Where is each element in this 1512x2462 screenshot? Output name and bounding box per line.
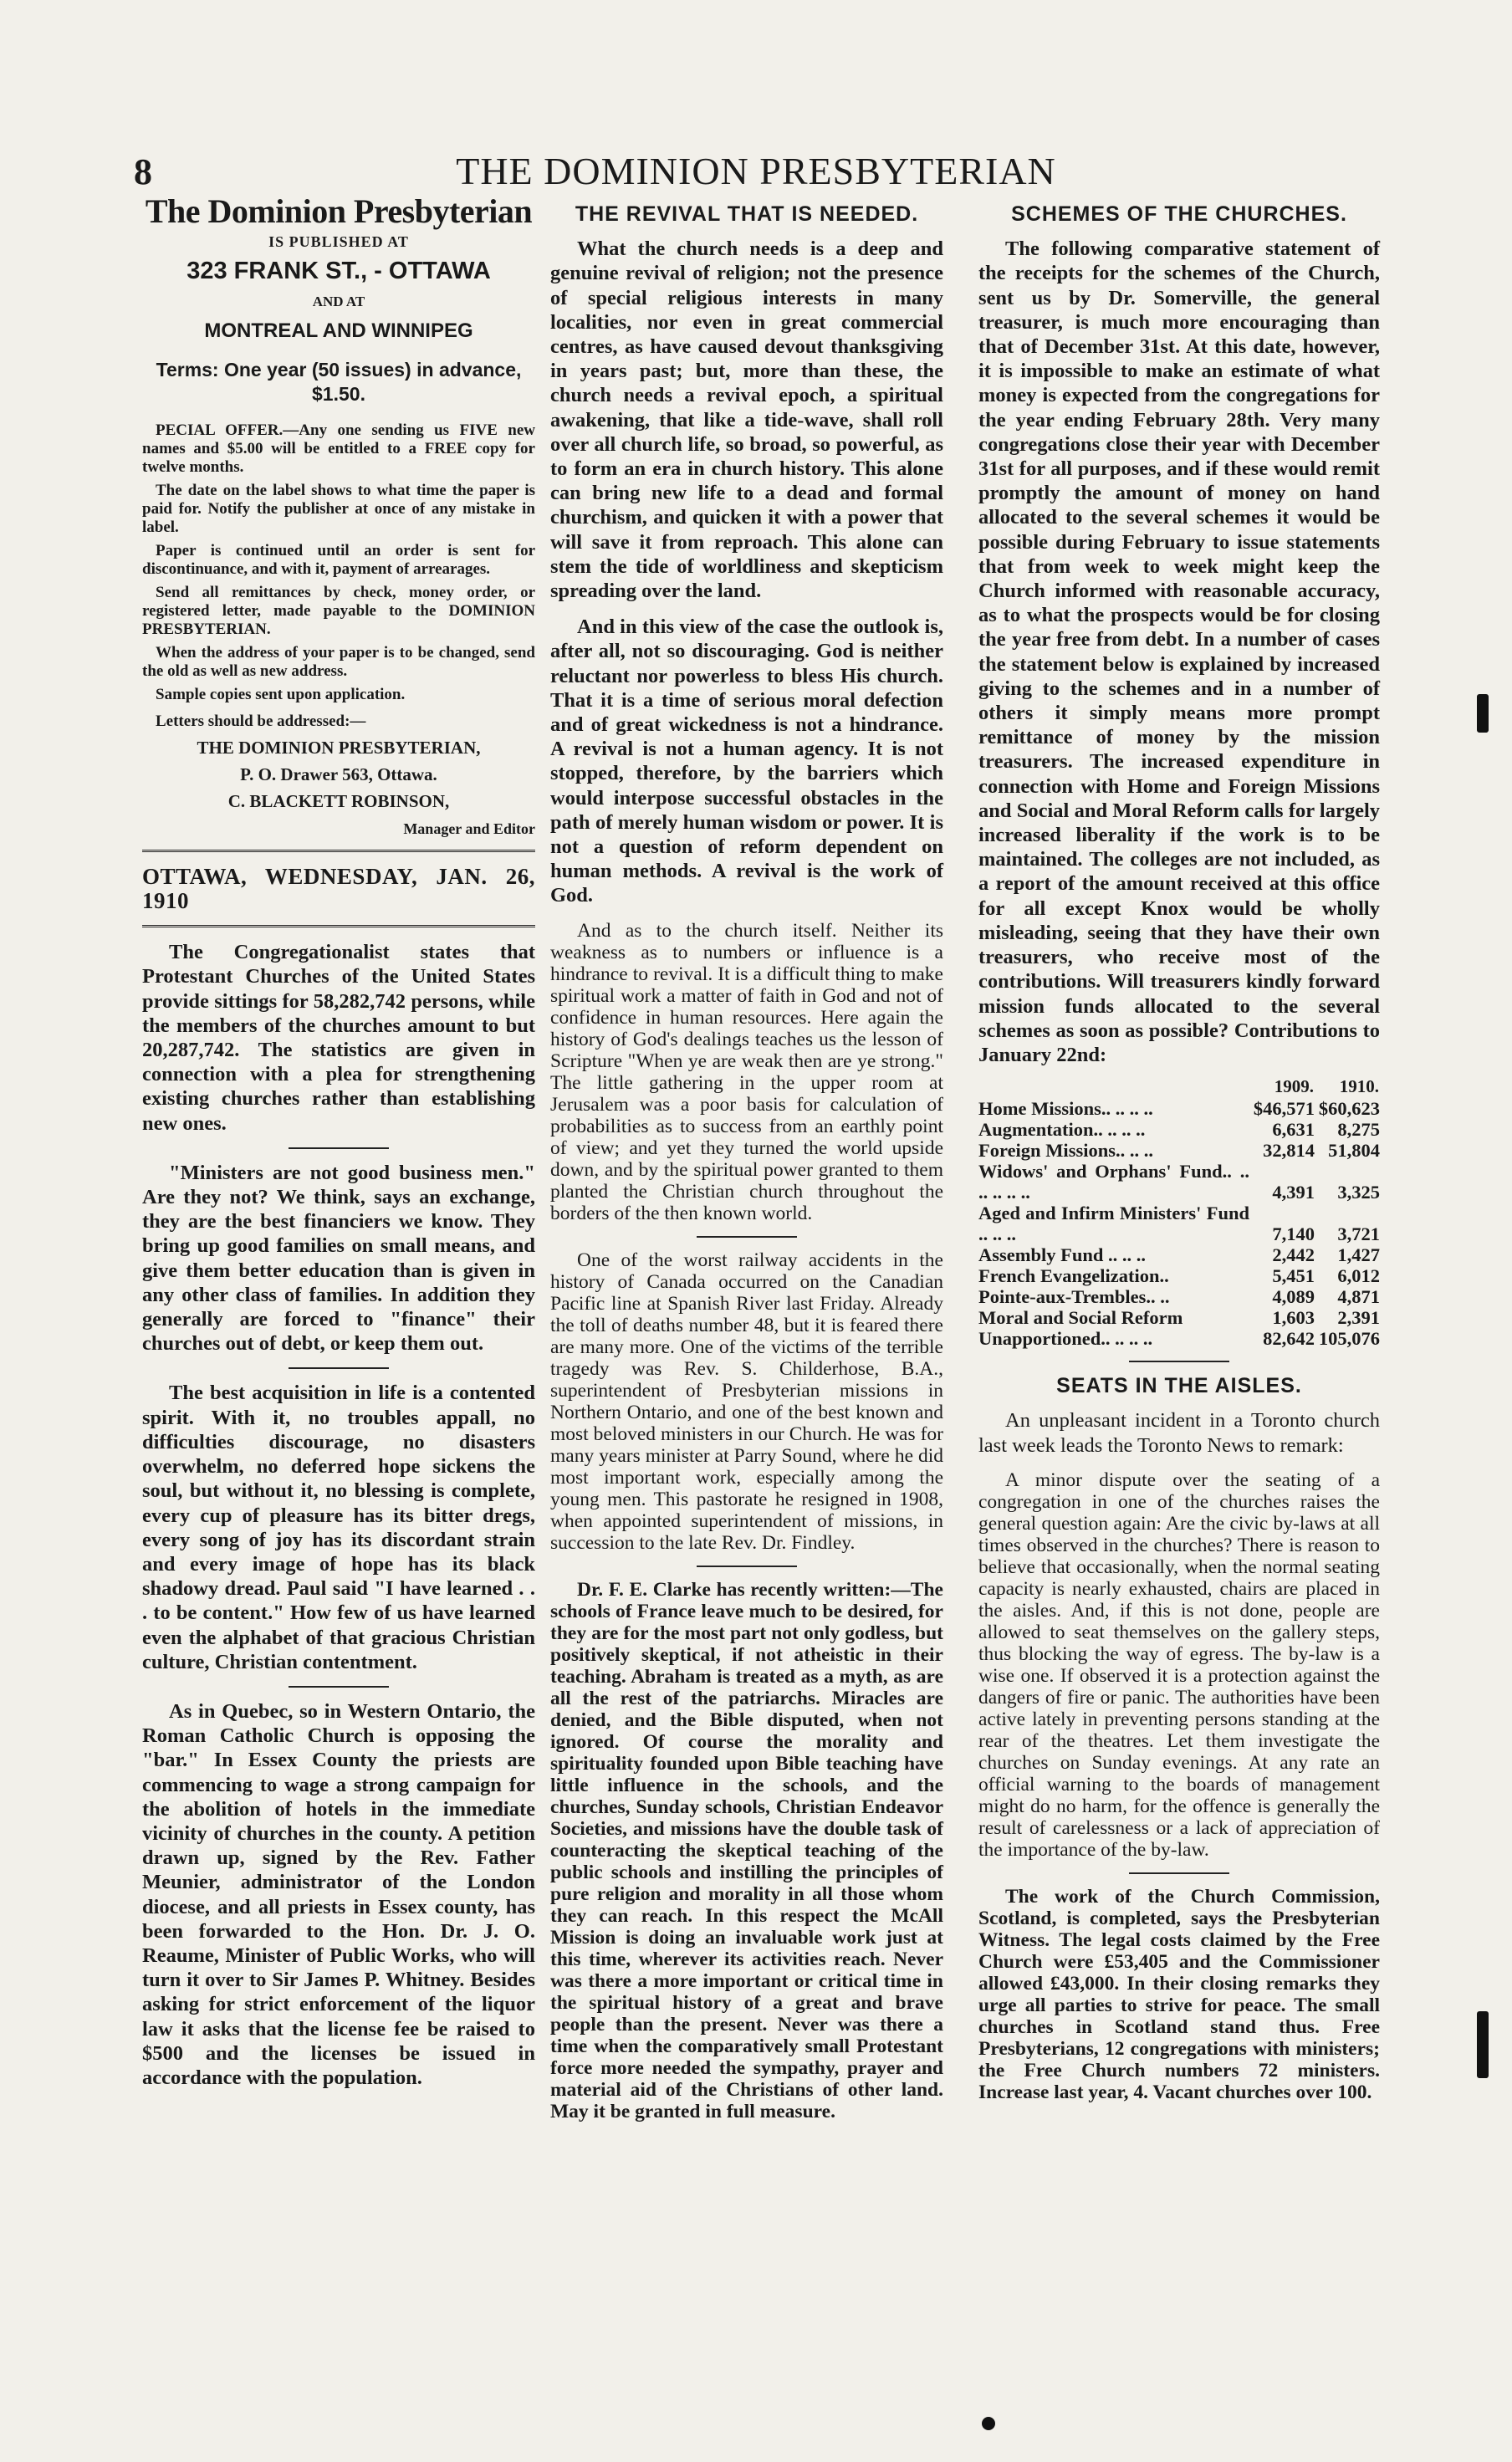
amount-1909: 4,089 — [1272, 1286, 1315, 1308]
article-heading: THE REVIVAL THAT IS NEEDED. — [575, 202, 919, 226]
column-header: 1909. — [1274, 1076, 1314, 1097]
scan-dot — [982, 2417, 995, 2430]
paragraph: An unpleasant incident in a Toronto church last week leads the Toronto News to remark: — [978, 1409, 1380, 1457]
paragraph: Dr. F. E. Clarke has recently written:—The schools of France leave much to be desired, for they are for the most part not only godless, but positively skeptical, if not atheistic in their teaching. Abraham is treated as a myth, as are all the rest of the patriarchs. Miracles are denied, and the Bible disputed, when not ignored. Of course the morality and spirituality founded upon Bible teaching have little influence in the schools, and the churches, Sunday schools, Christian Endeavor Societies, and missions have the double task of counteracting the skeptical teaching of the public schools and instilling the principles of pure religion and morality in all those whom they can reach. In this respect the McAll Mission is doing an invaluable work just at this time, wherever its activities reach. Never was there a more important or critical time in the spiritual history of a great and brave people than the present. Never was there a time when the comparatively small Protestant force more needed the sympathy, prayer and material aid of the Christians of other land. May it be granted in full measure. — [550, 1578, 943, 2122]
amount-1910: 2,391 — [1337, 1307, 1380, 1329]
divider — [1129, 1872, 1229, 1874]
table-row — [978, 1203, 1380, 1244]
fund-name: Foreign Missions.. .. .. — [978, 1140, 1153, 1162]
table-row — [978, 1265, 1380, 1286]
fund-name: Pointe-aux-Trembles.. .. — [978, 1286, 1170, 1308]
office-address: 323 FRANK ST., - OTTAWA — [186, 258, 491, 285]
published-at: IS PUBLISHED AT — [268, 233, 409, 251]
table-row — [978, 1307, 1380, 1328]
divider — [1129, 1361, 1229, 1362]
amount-1909: 4,391 — [1272, 1182, 1315, 1203]
divider — [697, 1236, 797, 1238]
paragraph: The Congregationalist states that Protestant Churches of the United States provide sittings for 58,282,742 persons, while the members of the churches amount to but 20,287,742. The statistics are given in connection with a plea for strengthening existing churches rather than establishing new ones. — [142, 941, 535, 1135]
divider — [142, 925, 535, 930]
amount-1909: 2,442 — [1272, 1244, 1315, 1266]
table-row — [978, 1328, 1380, 1349]
paragraph: The following comparative statement of the receipts for the schemes of the Church, sent us by Dr. Somerville, the general treasurer, is much more encouraging than that of December 31st. At this date, however, it is impossible to make an estimate of what money is expected from the congregations for the year ending February 28th. Very many congregations close their year with December 31st for all purposes, and if these would remit promptly the amount of money on hand allocated to the several schemes it would be possible during February to issue statements that from week to week might keep the Church informed with reasonable accuracy, as to what the prospects would be for closing the year free from debt. In a number of cases the statement below is explained by increased giving to the schemes and in a number of others it simply means more prompt remittance of money by the mission treasurers. The increased expenditure in connection with Home and Foreign Missions and Social and Moral Reform calls for largely increased liberality if the work is to be maintained. The colleges are not included, as a report of the amount received at this office for all except Knox would be wholly misleading, seeing that they have their own treasurers, who receive most of the contributions. Will treasurers kindly forward mission funds allocated to the several schemes as soon as possible? Contributions to January 22nd: — [978, 238, 1380, 1066]
dateline: OTTAWA, WEDNESDAY, JAN. 26, 1910 — [142, 863, 535, 914]
scan-mark — [1477, 2011, 1489, 2078]
subscription-terms: Terms: One year (50 issues) in advance, $1.50. — [156, 359, 522, 406]
paragraph: What the church needs is a deep and genuine revival of religion; not the presence of special religious interests in many localities, nor even in great commercial centres, as have caused devout thanksgiving in years past; but, more than these, the church needs a revival epoch, a spiritual awakening, that like a tide-wave, shall roll over all church life, so broad, so powerful, as to form an era in church history. This alone can bring new life to a dead and formal churchism, and quicken it with a power that will save it from reproach. This alone can stem the tide of worldliness and skepticism spreading over the land. — [550, 238, 943, 603]
blackletter-title: The Dominion Presbyterian — [145, 192, 533, 230]
fund-name: Moral and Social Reform — [978, 1307, 1183, 1329]
column-header: 1910. — [1339, 1076, 1379, 1097]
page-number: 8 — [134, 151, 152, 192]
postal-drawer: P. O. Drawer 563, Ottawa. — [240, 764, 437, 785]
paragraph: As in Quebec, so in Western Ontario, the Roman Catholic Church is opposing the "bar." In Essex County the priests are commencing to wage a strong campaign for the abolition of hotels in the immediate vicinity of churches in the county. A petition drawn up, signed by the Rev. Father Meunier, administrator of the London diocese, and all priests in Essex county, has been forwarded to the Hon. Dr. J. O. Reaume, Minister of Public Works, who will turn it over to Sir James P. Whitney. Besides asking for strict enforcement of the liquor law it asks that the license fee be raised to $500 and the licenses be issued in accordance with the population. — [142, 1699, 535, 2089]
amount-1910: $60,623 — [1318, 1098, 1380, 1120]
amount-1910: 6,012 — [1337, 1265, 1380, 1287]
table-header-row — [978, 1075, 1380, 1098]
fund-name: Unapportioned.. .. .. .. — [978, 1328, 1153, 1350]
paragraph: "Ministers are not good business men." Are they not? We think, says an exchange, they are the best financiers we know. They bring up good families on small means, and give them better education than is given in any other class of families. In addition they generally are forced to "finance" their churches out of debt, or keep them out. — [142, 1161, 535, 1356]
amount-1909: 82,642 — [1263, 1328, 1315, 1350]
notice: Send all remittances by check, money order, or registered letter, made payable to the DOMINION PRESBYTERIAN. — [142, 584, 535, 639]
amount-1909: 6,631 — [1272, 1119, 1315, 1141]
amount-1910: 105,076 — [1318, 1328, 1380, 1350]
amount-1910: 1,427 — [1337, 1244, 1380, 1266]
letters-addressed: Letters should be addressed:— — [156, 713, 366, 731]
amount-1910: 51,804 — [1328, 1140, 1380, 1162]
fund-name: Augmentation.. .. .. .. — [978, 1119, 1146, 1141]
notice: The date on the label shows to what time the paper is paid for. Notify the publisher at once of any mistake in label. — [142, 482, 535, 537]
amount-1909: 1,603 — [1272, 1307, 1315, 1329]
amount-1910: 4,871 — [1337, 1286, 1380, 1308]
amount-1910: 3,325 — [1337, 1182, 1380, 1203]
notice: Sample copies sent upon application. — [156, 686, 406, 704]
article-heading: SCHEMES OF THE CHURCHES. — [1011, 202, 1347, 226]
table-row — [978, 1244, 1380, 1265]
fund-name: French Evangelization.. — [978, 1265, 1169, 1287]
divider — [142, 850, 535, 855]
quoted-paragraph: A minor dispute over the seating of a congregation in one of the churches raises the general question again: Are the civic by-laws at all times observed in the churches? There is reason to believe that occasionally, when the normal seating capacity is nearly exhausted, chairs are placed in the aisles. And, if this is not done, people are allowed to seat themselves on the gallery steps, thus blocking the way of egress. The by-law is a wise one. If observed it is a protection against the dangers of fire or panic. The authorities have been active lately in preventing persons standing at the rear of the theatres. Let them investigate the churches on Sunday evenings. At any rate an official warning to the boards of management might do no harm, for the offence is generally the result of carelessness or a lack of appreciation of the importance of the by-law. — [978, 1469, 1380, 1861]
notice: Paper is continued until an order is sent for discontinuance, and with it, payment of arrearages. — [142, 542, 535, 579]
amount-1910: 8,275 — [1337, 1119, 1380, 1141]
editor-name: C. BLACKETT ROBINSON, — [227, 791, 450, 812]
addressee: THE DOMINION PRESBYTERIAN, — [197, 738, 481, 759]
column-middle — [550, 199, 943, 2134]
table-row — [978, 1098, 1380, 1119]
contributions-table — [978, 1075, 1380, 1349]
table-row — [978, 1161, 1380, 1203]
masthead-title: THE DOMINION PRESBYTERIAN — [456, 150, 1056, 192]
paragraph: And in this view of the case the outlook is, after all, not so discouraging. God is neither reluctant nor powerless to bless His church. That it is a time of serious moral defection and of great wickedness is not a hindrance. A revival is not a human agency. It is not stopped, therefore, by the barriers which would interpose successful obstacles in the path of merely human wisdom or power. It is not a question of reform dependent on human methods. A revival is the work of God. — [550, 616, 943, 907]
paragraph: And as to the church itself. Neither its weakness as to numbers or influence is a hindrance to revival. It is a difficult thing to make spiritual work a matter of faith in God and not of confidence in human resources. Here again the history of God's dealings teaches us the lesson of Scripture "When ye are weak then are ye strong." The little gathering in the upper room at Jerusalem was a poor basis for calculation of probabilities as to success from an earthly point of view; and yet they turned the world upside down, and by the spiritual power granted to them planted the Christian church throughout the borders of the then known world. — [550, 919, 943, 1224]
amount-1909: 7,140 — [1272, 1223, 1315, 1245]
fund-name: Aged and Infirm Ministers' Fund .. .. .. — [978, 1203, 1249, 1245]
amount-1910: 3,721 — [1337, 1223, 1380, 1245]
amount-1909: 5,451 — [1272, 1265, 1315, 1287]
and-at: AND AT — [312, 293, 365, 309]
scan-mark — [1477, 694, 1489, 733]
divider — [697, 1566, 797, 1567]
notice: PECIAL OFFER.—Any one sending us FIVE new names and $5.00 will be entitled to a FREE copy for twelve months. — [142, 421, 535, 477]
paragraph: The work of the Church Commission, Scotland, is completed, says the Presbyterian Witness. The legal costs claimed by the Free Church were £53,405 and the Commissioner allowed £43,000. In their closing remarks they urge all parties to strive for peace. The small churches in Scotland stand thus. Free Presbyterians, 12 congregations with ministers; the Free Church numbers 72 ministers. Increase last year, 4. Vacant churches over 100. — [978, 1885, 1380, 2103]
table-row — [978, 1286, 1380, 1307]
amount-1909: 32,814 — [1263, 1140, 1315, 1162]
fund-name: Assembly Fund .. .. .. — [978, 1244, 1147, 1266]
fund-name: Widows' and Orphans' Fund.. .. .. .. .. .. — [978, 1161, 1249, 1203]
editor-title: Manager and Editor — [403, 820, 535, 837]
column-left — [142, 192, 535, 2102]
fund-name: Home Missions.. .. .. .. — [978, 1098, 1153, 1120]
paragraph: The best acquisition in life is a contented spirit. With it, no troubles appall, no difficulties discourage, no disasters overwhelm, no deferred hope sickens the soul, but without it, no blessing is complete, every cup of pleasure has its bitter dregs, every song of joy has its discordant strain and every image of hope has its black shadowy dread. Paul said "I have learned . . . to be content." How few of us have learned even the alphabet of that gracious Christian culture, Christian contentment. — [142, 1382, 535, 1673]
paragraph: One of the worst railway accidents in the history of Canada occurred on the Canadian Pacific line at Spanish River last Friday. Already the toll of deaths number 48, but it is feared there are many more. One of the victims of the terrible tragedy was Rev. S. Childerhose, B.A., superintendent of Presbyterian missions in Northern Ontario, and one of the best known and most beloved ministers in our Church. He was for many years minister at Parry Sound, where he did most important work, especially among the young men. This pastorate he resigned in 1908, when appointed superintendent of missions, in succession to the late Rev. Dr. Findley. — [550, 1249, 943, 1554]
article-heading: SEATS IN THE AISLES. — [1056, 1374, 1302, 1398]
column-right — [978, 199, 1380, 2115]
table-row — [978, 1140, 1380, 1161]
notice: When the address of your paper is to be changed, send the old as well as new address. — [142, 644, 535, 681]
divider — [289, 1686, 389, 1688]
amount-1909: $46,571 — [1253, 1098, 1315, 1120]
branch-cities: MONTREAL AND WINNIPEG — [204, 319, 473, 342]
divider — [289, 1367, 389, 1369]
table-row — [978, 1119, 1380, 1140]
divider — [289, 1147, 389, 1149]
page-header — [134, 140, 1378, 199]
